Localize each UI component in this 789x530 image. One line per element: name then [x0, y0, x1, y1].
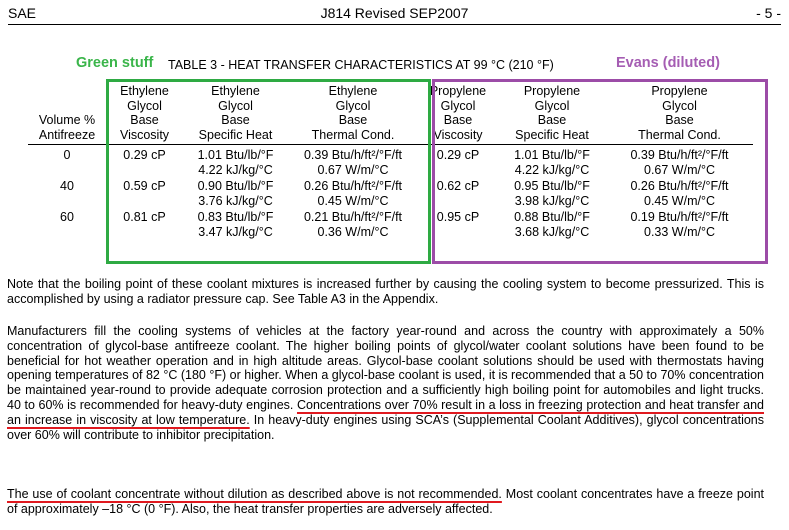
table-cell — [498, 145, 606, 180]
column-header-line: Glycol — [218, 98, 253, 113]
table-cell-line: 0.45 W/m/°C — [317, 193, 389, 208]
table-cell — [183, 179, 288, 210]
column-header-line: Ethylene — [120, 84, 169, 98]
table-cell-line: 4.22 kJ/kg/°C — [198, 162, 273, 177]
column-header-line: Antifreeze — [38, 127, 96, 142]
column-header-line: Glycol — [662, 98, 697, 113]
column-header — [106, 82, 183, 145]
table-caption — [0, 55, 789, 75]
column-header-line: Base — [338, 113, 368, 127]
column-header-line: Thermal Cond. — [311, 127, 395, 142]
paragraph-note-text: Note that the boiling point of these coolant mixtures is increased further by causing the cooling system to become pressurized. This is accomplished by using a radiator pressure cap. See Table A3 in the Appendix. — [7, 277, 764, 306]
column-header — [28, 82, 106, 145]
table-body — [28, 145, 753, 242]
column-header — [183, 82, 288, 145]
table-cell-line: 0.83 Btu/lb/°F — [197, 210, 274, 224]
table-cell-line: 0.26 Btu/h/ft²/°F/ft — [303, 179, 403, 193]
table-cell-line: 0.36 W/m/°C — [317, 224, 389, 239]
table-cell — [28, 145, 106, 180]
paragraph-dilution-text: Most coolant concentrates have a freeze point of approximately –18 °C (0 °F). Also, the heat transfer properties are adversely affected. — [7, 487, 764, 516]
table-cell-line: 3.76 kJ/kg/°C — [198, 193, 273, 208]
table-cell — [606, 145, 753, 180]
table-cell-line: 1.01 Btu/lb/°F — [197, 148, 274, 162]
table-cell-line: 40 — [60, 179, 74, 193]
column-header-line: Viscosity — [433, 127, 483, 142]
table-cell-line: 3.47 kJ/kg/°C — [198, 224, 273, 239]
column-header — [498, 82, 606, 145]
table-cell-line: 0.95 Btu/lb/°F — [514, 179, 590, 193]
paragraph-manufacturers — [7, 324, 764, 442]
table-cell-line: 0.26 Btu/h/ft²/°F/ft — [630, 179, 729, 193]
table-cell — [498, 210, 606, 241]
table-cell-line: 0.29 cP — [436, 148, 480, 162]
table-cell-line: 3.98 kJ/kg/°C — [514, 193, 590, 208]
column-header-line: Specific Heat — [515, 127, 589, 142]
table-cell-line: 0 — [63, 148, 71, 162]
table-cell-line: 0.67 W/m/°C — [644, 162, 715, 177]
table-cell-line: 0.21 Btu/h/ft²/°F/ft — [303, 210, 403, 224]
table-cell-line: 0.39 Btu/h/ft²/°F/ft — [630, 148, 729, 162]
table-cell-line: 0.62 cP — [436, 179, 480, 193]
table-cell — [606, 210, 753, 241]
table-cell — [28, 210, 106, 241]
column-header — [606, 82, 753, 145]
column-header-line: Base — [537, 113, 567, 127]
table-title: TABLE 3 - HEAT TRANSFER CHARACTERISTICS AT 99 °C (210 °F) — [168, 58, 554, 72]
table-row — [28, 145, 753, 180]
table-cell — [288, 179, 418, 210]
table-cell-line: 0.45 W/m/°C — [644, 193, 715, 208]
column-header-line: Base — [665, 113, 694, 127]
column-header-line: Glycol — [127, 98, 162, 113]
annotation-purple: Evans (diluted) — [616, 55, 720, 71]
column-header-line: Ethylene — [211, 84, 260, 98]
table-cell-line: 0.39 Btu/h/ft²/°F/ft — [303, 148, 403, 162]
page-header — [8, 2, 781, 25]
column-header-line: Viscosity — [119, 127, 170, 142]
table-cell-line: 0.33 W/m/°C — [644, 224, 715, 239]
table-cell — [106, 210, 183, 241]
table-cell — [288, 210, 418, 241]
column-header-line: Glycol — [440, 98, 476, 113]
column-header-line: Glycol — [335, 98, 371, 113]
annotation-green: Green stuff — [76, 55, 154, 71]
column-header-line: Base — [130, 113, 159, 127]
table-cell — [418, 145, 498, 180]
column-header-line: Thermal Cond. — [638, 127, 721, 142]
table-cell — [606, 179, 753, 210]
table-header-row — [28, 82, 753, 145]
header-doc-id: J814 Revised SEP2007 — [320, 5, 469, 21]
table-cell-line: 60 — [60, 210, 74, 224]
column-header-line: Base — [221, 113, 250, 127]
table-cell-line: 0.19 Btu/h/ft²/°F/ft — [630, 210, 729, 224]
column-header-line: Propylene — [429, 84, 487, 98]
column-header-line: Propylene — [523, 84, 581, 98]
column-header-line: Volume % — [38, 113, 96, 127]
paragraph-dilution — [7, 487, 764, 517]
table-cell — [106, 145, 183, 180]
table-cell-line: 4.22 kJ/kg/°C — [514, 162, 590, 177]
header-page-number: - 5 - — [756, 5, 781, 21]
table-cell-line: 0.88 Btu/lb/°F — [514, 210, 590, 224]
table-row — [28, 210, 753, 241]
paragraph-manufacturers-text: Manufacturers fill the cooling systems of vehicles at the factory year-round and across the country with approximately a 50% concentration of glycol-base antifreeze coolant. The higher boiling points of glycol/water coolant solutions have been found to be beneficial for hot weather operation and in high altitude areas. Glycol-base coolant solutions should be used with thermostats having opening temperatures of 82 °C (180 °F) or higher. When a glycol-base coolant is used, it is recommended that a 50 to 70% concentration be maintained year-round to provide adequate corrosion protection and a sufficiently high boiling point for automobiles and light trucks. 40 to 60% is recommended for heavy-duty engines. — [7, 324, 764, 412]
column-header-line: Base — [443, 113, 473, 127]
paragraph-manufacturers-text-end: In heavy-duty engines using SCA’s (Supplemental Coolant Additives), glycol concentrations over 60% will contribute to inhibitor precipitation. — [7, 412, 764, 442]
underlined-dilution-warning: The use of coolant concentrate without dilution as described above is not recommended. — [7, 487, 502, 501]
table-cell — [183, 145, 288, 180]
underlined-concentration-warning: Concentrations over 70% result in a loss in freezing protection and heat transfer and an increase in viscosity at low temperature. — [7, 397, 764, 427]
table-cell — [106, 179, 183, 210]
table-cell-line: 0.90 Btu/lb/°F — [197, 179, 274, 193]
column-header-line: Propylene — [651, 84, 708, 98]
table-cell — [183, 210, 288, 241]
table-row — [28, 179, 753, 210]
table-cell-line: 0.29 cP — [123, 148, 166, 162]
column-header — [418, 82, 498, 145]
table-cell-line: 0.67 W/m/°C — [317, 162, 389, 177]
header-org: SAE — [8, 5, 37, 21]
table-cell — [418, 179, 498, 210]
table-cell-line: 3.68 kJ/kg/°C — [514, 224, 590, 239]
table-cell — [498, 179, 606, 210]
table-cell — [28, 179, 106, 210]
table-cell-line: 0.81 cP — [123, 210, 166, 224]
table-cell — [288, 145, 418, 180]
heat-transfer-table — [28, 82, 753, 241]
table-cell-line: 0.95 cP — [436, 210, 480, 224]
table-cell — [418, 210, 498, 241]
column-header-line: Ethylene — [328, 84, 378, 98]
column-header-line: Specific Heat — [198, 127, 273, 142]
table-cell-line: 0.59 cP — [123, 179, 166, 193]
column-header — [288, 82, 418, 145]
paragraph-note — [7, 277, 764, 307]
column-header-line: Glycol — [534, 98, 570, 113]
table-cell-line: 1.01 Btu/lb/°F — [514, 148, 590, 162]
